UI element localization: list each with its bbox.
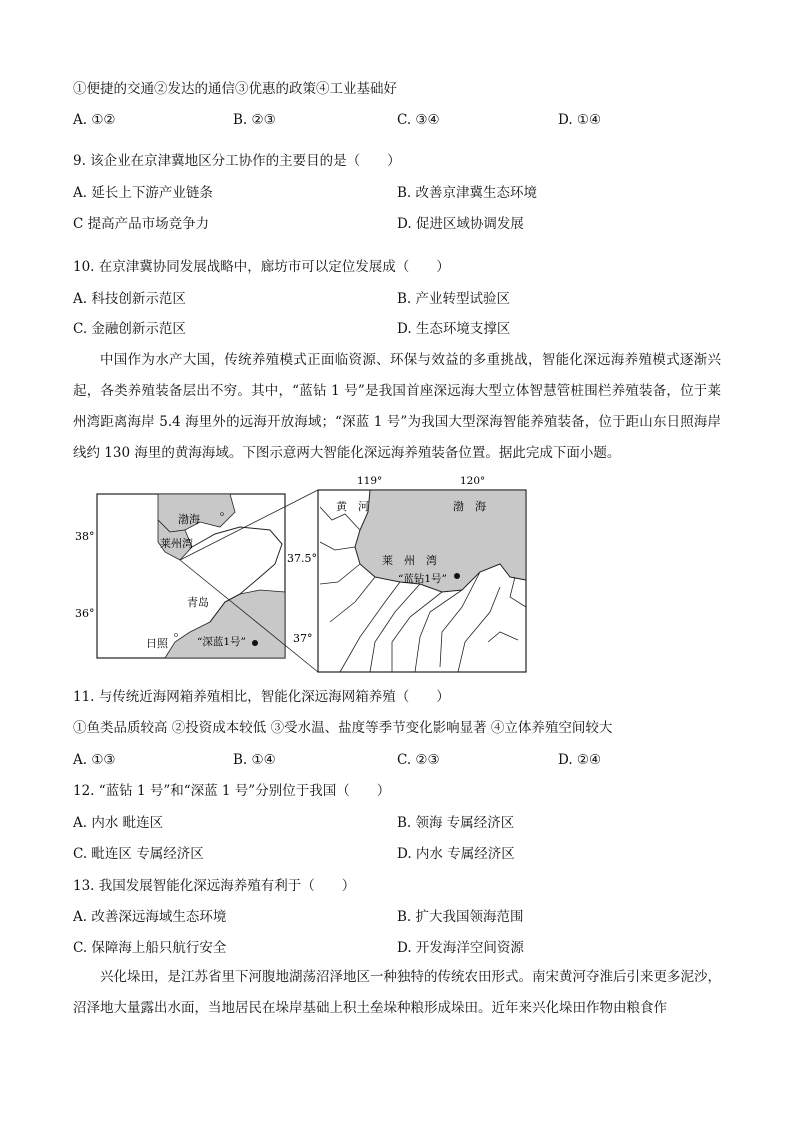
- q12-option-c[interactable]: C. 毗连区 专属经济区: [73, 846, 204, 862]
- q9-option-a[interactable]: A. 延长上下游产业链条: [73, 185, 213, 201]
- q8-option-a[interactable]: A. ①②: [73, 112, 116, 128]
- left-rizhao-label: 日照: [146, 637, 168, 650]
- q9-option-c[interactable]: C 提高产品市场竞争力: [73, 216, 210, 232]
- right-map: [287, 475, 526, 672]
- q10-option-b[interactable]: B. 产业转型试验区: [397, 291, 511, 307]
- q10-option-d[interactable]: D. 生态环境支撑区: [397, 321, 511, 337]
- left-qingdao-label: 青岛: [187, 596, 209, 609]
- left-laizhouwan-label: 莱州湾: [160, 537, 193, 550]
- q11-option-d[interactable]: D. ②④: [558, 752, 602, 768]
- right-lat-37-5: 37.5°: [287, 552, 317, 565]
- q9-stem: 9. 该企业在京津冀地区分工协作的主要目的是（ ）: [73, 153, 401, 169]
- q11-option-a[interactable]: A. ①③: [73, 752, 116, 768]
- q10-option-a[interactable]: A. 科技创新示范区: [73, 291, 186, 307]
- q8-option-b[interactable]: B. ②③: [233, 112, 276, 128]
- left-shenlan-label: “深蓝1号”: [197, 636, 246, 648]
- passage-duotian: 兴化垛田，是江苏省里下河腹地湖荡沼泽地区一种独特的传统农田形式。南宋黄河夺淮后引来更多泥沙，沼泽地大量露出水面，当地居民在垛岸基础上积土垒垛种粮形成垛田。近年来兴化垛田作物由粮食作: [73, 969, 721, 1016]
- passage-aquaculture: 中国作为水产大国，传统养殖模式正面临资源、环保与效益的多重挑战，智能化深远海养殖模式逐渐兴起，各类养殖装备层出不穷。其中，“蓝钻 1 号”是我国首座深远海大型立体智慧管桩围栏养殖装备，位于莱州湾距离海岸 5.4 海里外的远海开放海域；“深蓝 1 号”为我国大型深海智能养殖装备，位于距山东日照海岸线约 130 海里的黄海海域。下图示意两大智能化深远海养殖装备位置。据此完成下面小题。: [73, 352, 721, 461]
- q13-stem: 13. 我国发展智能化深远海养殖有利于（ ）: [73, 878, 356, 894]
- left-bohai-label: 渤海: [178, 513, 200, 526]
- right-laizhouwan-label: 莱 州 湾: [382, 554, 437, 567]
- right-bohai-label: 渤 海: [453, 500, 486, 513]
- q8-option-d[interactable]: D. ①④: [558, 112, 602, 128]
- q12-option-a[interactable]: A. 内水 毗连区: [73, 815, 164, 831]
- left-lat-38: 38°: [75, 530, 95, 543]
- q10-option-c[interactable]: C. 金融创新示范区: [73, 321, 186, 337]
- q9-option-d[interactable]: D. 促进区域协调发展: [397, 216, 524, 232]
- right-lat-37: 37°: [293, 632, 313, 645]
- q13-option-a[interactable]: A. 改善深远海域生态环境: [73, 909, 227, 925]
- left-lat-36: 36°: [75, 607, 95, 620]
- q11-option-b[interactable]: B. ①④: [233, 752, 276, 768]
- q11-stem: 11. 与传统近海网箱养殖相比，智能化深远海网箱养殖（ ）: [73, 689, 450, 705]
- q11-choices: ①鱼类品质较高 ②投资成本较低 ③受水温、盐度等季节变化影响显著 ④立体养殖空间较大: [73, 720, 613, 736]
- q13-option-b[interactable]: B. 扩大我国领海范围: [397, 909, 524, 925]
- q12-option-d[interactable]: D. 内水 专属经济区: [397, 846, 515, 862]
- right-lon-119: 119°: [357, 475, 383, 487]
- q8-choices: ①便捷的交通②发达的通信③优惠的政策④工业基础好: [73, 81, 397, 97]
- location-map: [70, 472, 530, 677]
- q13-option-d[interactable]: D. 开发海洋空间资源: [397, 940, 524, 956]
- q12-stem: 12. “蓝钻 1 号”和“深蓝 1 号”分别位于我国（ ）: [73, 783, 391, 799]
- q10-stem: 10. 在京津冀协同发展战略中，廊坊市可以定位发展成（ ）: [73, 259, 450, 275]
- left-map: [75, 490, 318, 672]
- q9-option-b[interactable]: B. 改善京津冀生态环境: [397, 185, 538, 201]
- right-lanzuan-label: “蓝钻1号”: [398, 573, 447, 585]
- right-huanghe-label: 黄 河: [336, 500, 369, 513]
- right-lon-120: 120°: [460, 475, 486, 487]
- q8-option-c[interactable]: C. ③④: [397, 112, 440, 128]
- q12-option-b[interactable]: B. 领海 专属经济区: [397, 815, 515, 831]
- q11-option-c[interactable]: C. ②③: [397, 752, 440, 768]
- q13-option-c[interactable]: C. 保障海上船只航行安全: [73, 940, 227, 956]
